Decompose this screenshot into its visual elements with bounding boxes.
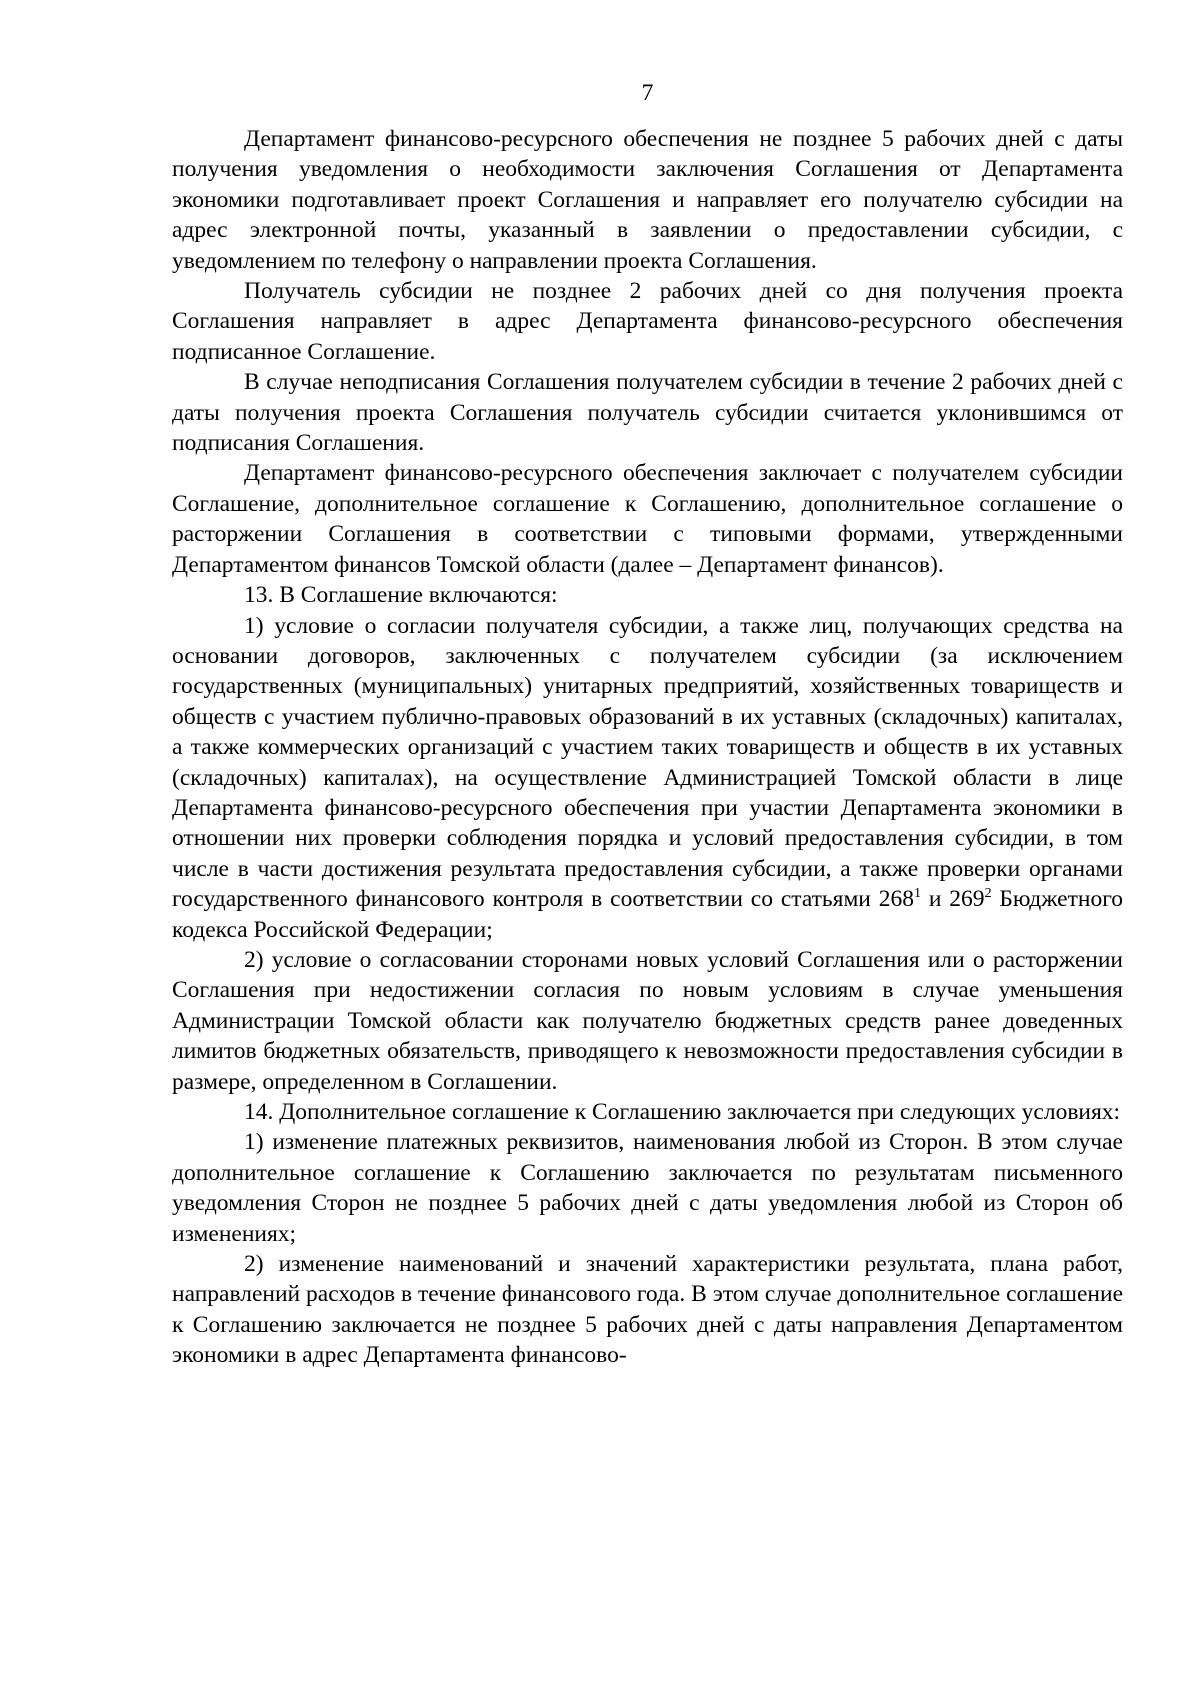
item-13-1-sup-2: 2 xyxy=(984,886,992,902)
paragraph-recipient-sends-signed: Получатель субсидии не позднее 2 рабочих дней со дня получения проекта Соглашения направляет в адрес Департамента финансово-ресурсного обеспечения подписанное Соглашение. xyxy=(172,278,1123,365)
item-13-1-sup-1: 1 xyxy=(914,886,921,902)
paragraph-item-13-heading: 13. В Соглашение включаются: xyxy=(244,582,558,609)
item-13-1-text-before: 1) условие о согласии получателя субсидии, а также лиц, получающих средства на основании договоров, заключенных с получателем субсидии (за исключением государственных (муниципальных) унитарных предприятий, хозяйственных товариществ и обществ с участием публично-правовых образований в их уставных (складочных) капиталах, а также коммерческих организаций с участием таких товариществ и обществ в их уставных (складочных) капиталах), на осуществление Администрацией Томской области в лице Департамента финансово-ресурсного обеспечения при участии Департамента экономики в отношении них проверки соблюдения порядка и условий предоставления субсидии, в том числе в части достижения результата предоставления субсидии, а также проверки органами государственного финансового контроля в соответствии со статьями 268 xyxy=(172,612,1123,913)
paragraph-item-14-heading: 14. Дополнительное соглашение к Соглашению заключается при следующих условиях: xyxy=(244,1099,1121,1125)
paragraph-item-13-2: 2) условие о согласовании сторонами новых условий Соглашения или о расторжении Соглашения при недостижении согласия по новым условиям в случае уменьшения Администрации Томской области как получателю бюджетных средств ранее доведенных лимитов бюджетных обязательств, приводящего к невозможности предоставления субсидии в размере, определенном в Соглашении. xyxy=(172,946,1123,1095)
item-13-1-text-after: Бюджетного кодекса Российской Федерации; xyxy=(172,886,1123,943)
paragraph-standard-forms: Департамент финансово-ресурсного обеспечения заключает с получателем субсидии Соглашение, дополнительное соглашение к Соглашению, дополнительное соглашение о расторжении Соглашения в соответствии с типовыми формами, утвержденными Департаментом финансов Томской области (далее – Департамент финансов). xyxy=(172,460,1123,578)
paragraph-non-signing: В случае неподписания Соглашения получателем субсидии в течение 2 рабочих дней с даты получения проекта Соглашения получатель субсидии считается уклонившимся от подписания Соглашения. xyxy=(172,369,1123,457)
paragraph-item-14-2: 2) изменение наименований и значений характеристики результата, плана работ, направлений расходов в течение финансового года. В этом случае дополнительное соглашение к Соглашению заключается не позднее 5 рабочих дней с даты направления Департаментом экономики в адрес Департамента финансово- xyxy=(172,1251,1123,1369)
paragraph-financial-department-prepares: Департамент финансово-ресурсного обеспечения не позднее 5 рабочих дней с даты получения уведомления о необходимости заключения Соглашения от Департамента экономики подготавливает проект Соглашения и направляет его получателю субсидии на адрес электронной почты, указанный в заявлении о предоставлении субсидии, с уведомлением по телефону о направлении проекта Соглашения. xyxy=(172,126,1123,274)
paragraph-item-13-1 xyxy=(172,611,1123,945)
paragraph-item-14-1: 1) изменение платежных реквизитов, наименования любой из Сторон. В этом случае дополнительное соглашение к Соглашению заключается по результатам письменного уведомления Сторон не позднее 5 рабочих дней с даты уведомления любой из Сторон об изменениях; xyxy=(172,1129,1123,1247)
page-number: 7 xyxy=(641,80,654,106)
document-page xyxy=(172,78,1123,1371)
item-13-1-text-middle: и 269 xyxy=(921,886,985,913)
